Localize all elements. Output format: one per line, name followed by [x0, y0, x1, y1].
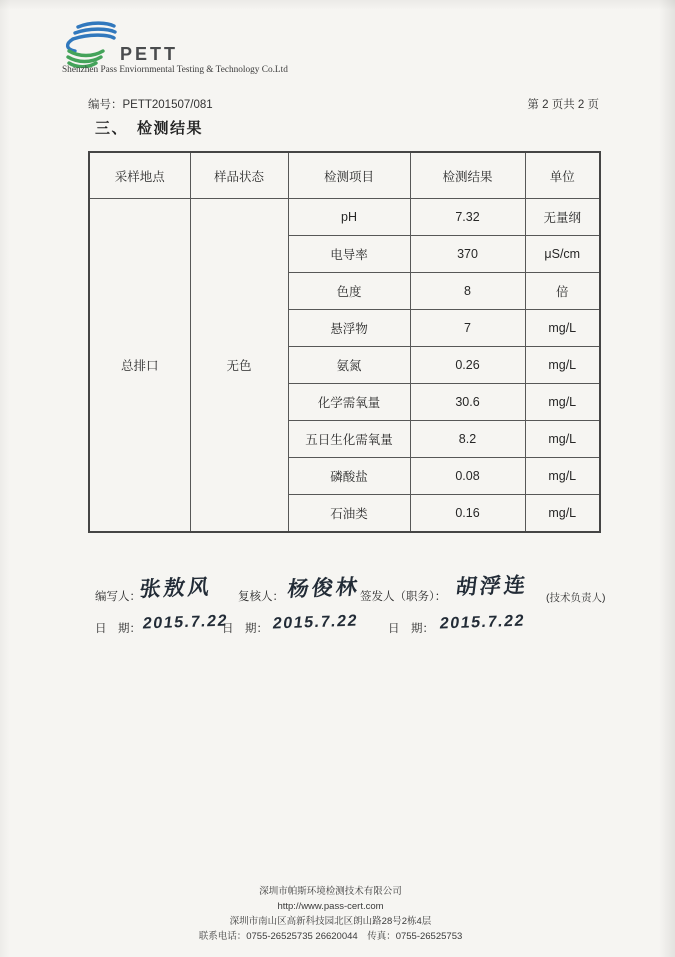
cell-location: 总排口: [89, 199, 190, 533]
tech-responsible-note: (技术负责人): [546, 592, 606, 604]
cell-result: 0.16: [410, 495, 525, 533]
cell-unit: mg/L: [525, 384, 600, 421]
scan-edge: [0, 0, 675, 10]
date-value-3: 2015.7.22: [438, 612, 527, 633]
cell-item: 化学需氧量: [288, 384, 410, 421]
reviewer-label: 复核人：: [238, 591, 284, 603]
header-test-item: 检测项目: [288, 152, 410, 199]
cell-unit: mg/L: [525, 458, 600, 495]
cell-item: 电导率: [288, 236, 410, 273]
issuer-signature: 胡浮连: [454, 573, 530, 600]
pett-logo-icon: [62, 20, 118, 68]
cell-result: 8.2: [410, 421, 525, 458]
writer-signature: 张敖风: [138, 575, 214, 602]
header-sample-state: 样品状态: [190, 152, 288, 199]
page-indicator: 第 2 页共 2 页: [527, 99, 599, 111]
footer-contact: 联系电话：0755-26525735 26620044 传真：0755-26525753: [198, 931, 463, 942]
meta-row: [88, 96, 599, 112]
cell-result: 0.08: [410, 458, 525, 495]
section-title: 三、 检测结果: [95, 120, 204, 137]
writer-label: 编写人：: [95, 591, 141, 603]
scan-edge: [0, 0, 10, 957]
cell-unit: 无量纲: [525, 199, 600, 236]
cell-item: 悬浮物: [288, 310, 410, 347]
date-value-2: 2015.7.22: [271, 612, 360, 633]
table-row: [89, 199, 600, 236]
signature-block: [88, 574, 658, 649]
doc-number: 编号：PETT201507/081: [88, 99, 213, 111]
cell-item: 氨氮: [288, 347, 410, 384]
cell-unit: mg/L: [525, 495, 600, 533]
cell-unit: 倍: [525, 273, 600, 310]
header-test-result: 检测结果: [410, 152, 525, 199]
cell-unit: μS/cm: [525, 236, 600, 273]
table-header-row: [89, 152, 600, 199]
header-unit: 单位: [525, 152, 600, 199]
cell-item: 色度: [288, 273, 410, 310]
cell-result: 370: [410, 236, 525, 273]
cell-item: 五日生化需氧量: [288, 421, 410, 458]
cell-unit: mg/L: [525, 347, 600, 384]
results-table: [88, 151, 601, 533]
cell-item: 磷酸盐: [288, 458, 410, 495]
footer-website: http://www.pass-cert.com: [277, 901, 384, 912]
logo-subtitle: Shenzhen Pass Enviornmental Testing & Technology Co.Ltd: [62, 65, 288, 75]
issuer-label: 签发人（职务）：: [360, 591, 447, 603]
cell-unit: mg/L: [525, 310, 600, 347]
cell-result: 7.32: [410, 199, 525, 236]
cell-result: 7: [410, 310, 525, 347]
header-sampling-location: 采样地点: [89, 152, 190, 199]
cell-item: 石油类: [288, 495, 410, 533]
footer-company: 深圳市帕斯环境检测技术有限公司: [259, 886, 402, 897]
cell-result: 8: [410, 273, 525, 310]
footer-address: 深圳市南山区高新科技园北区朗山路28号2栋4层: [229, 916, 432, 927]
date-label-1: 日 期：: [95, 623, 141, 635]
cell-item: pH: [288, 199, 410, 236]
footer-block: [0, 884, 661, 944]
company-logo-block: [62, 20, 288, 75]
cell-result: 30.6: [410, 384, 525, 421]
cell-sample-state: 无色: [190, 199, 288, 533]
cell-result: 0.26: [410, 347, 525, 384]
cell-unit: mg/L: [525, 421, 600, 458]
date-label-2: 日 期：: [222, 623, 268, 635]
logo-wordmark: PETT: [120, 44, 179, 64]
reviewer-signature: 杨俊林: [286, 575, 362, 602]
date-value-1: 2015.7.22: [141, 612, 230, 633]
scan-edge: [659, 0, 675, 957]
date-label-3: 日 期：: [388, 623, 434, 635]
